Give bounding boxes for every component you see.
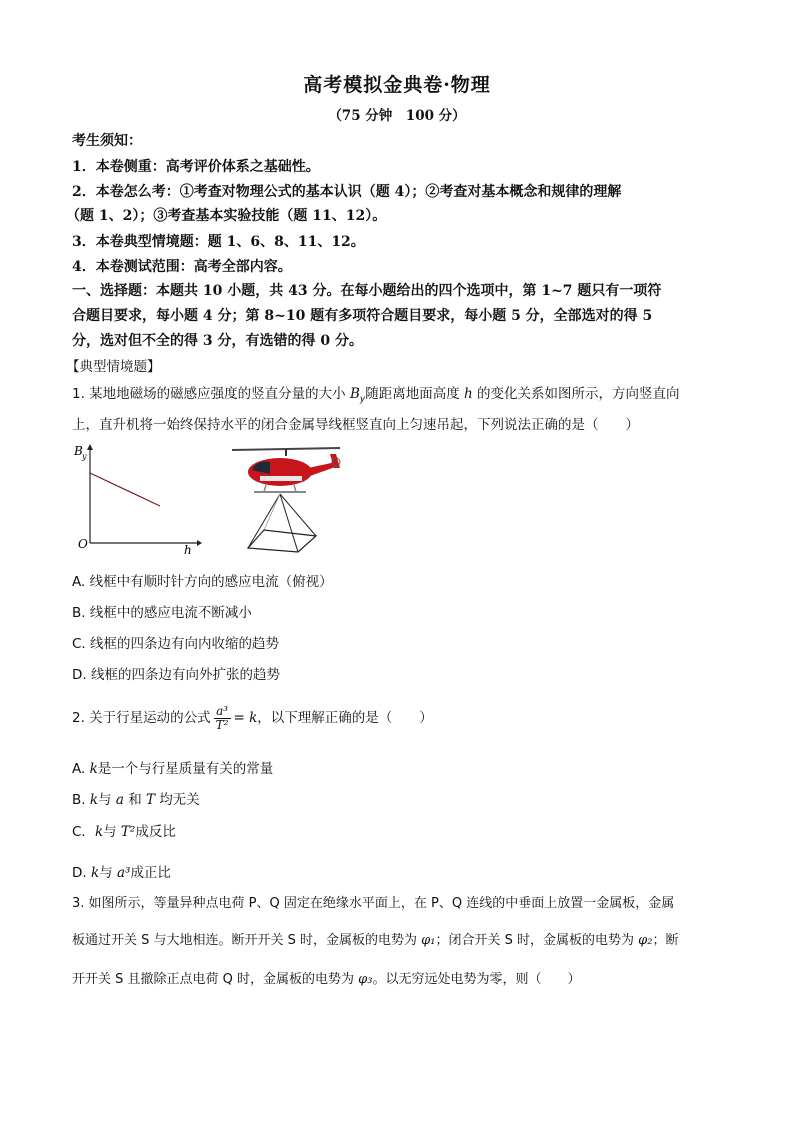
- notice-item-1: 1．本卷侧重：高考评价体系之基础性。: [72, 159, 320, 175]
- graph-y-arrow: [87, 444, 93, 450]
- q2-option-d-text-1: 与: [99, 865, 117, 881]
- q2-text-prefix: 2. 关于行星运动的公式: [72, 710, 211, 726]
- q1-stem-line-1: [72, 382, 732, 405]
- notice-heading: 考生须知：: [72, 133, 142, 149]
- helicopter-figure: [230, 442, 345, 557]
- q3-text-3b: 。以无穷远处电势为零，则（ ）: [372, 972, 581, 987]
- q3-text-2c: ；断: [652, 933, 679, 948]
- q3-stem-line-3: [72, 968, 732, 987]
- q2-option-a-letter: A.: [72, 761, 90, 777]
- notice-item-4: 4．本卷测试范围：高考全部内容。: [72, 259, 292, 275]
- q1-text-b: 随距离地面高度: [365, 386, 465, 402]
- q2-option-d: [72, 861, 171, 881]
- cable-back-right: [280, 494, 316, 536]
- graph-origin-label: O: [78, 537, 88, 551]
- q3-phi-2: φ₂: [638, 933, 653, 948]
- q3-text-3a: 开开关 S 且撤除正点电荷 Q 时，金属板的电势为: [72, 972, 359, 987]
- notice-item-2a: 2．本卷怎么考：①考查对物理公式的基本认识（题 4）；②考查对基本概念和规律的理解: [72, 184, 622, 200]
- section-instructions-line-1: 一、选择题：本题共 10 小题，共 43 分。在每小题给出的四个选项中，第 1~7 题只有一项符: [72, 283, 662, 299]
- q2-option-d-a3: a³: [116, 865, 131, 881]
- q3-phi-1: φ₁: [421, 933, 436, 948]
- graph-data-line: [90, 473, 160, 506]
- q2-option-c-text-1: 与: [103, 824, 121, 840]
- q2-option-b-a: a: [115, 792, 124, 808]
- cable-back-left: [264, 494, 280, 530]
- graph-x-arrow: [197, 540, 202, 546]
- q1-var-h: h: [464, 386, 473, 402]
- q2-option-b-letter: B.: [72, 792, 90, 808]
- q2-formula-fraction: [214, 705, 231, 732]
- q2-formula-numerator: a³: [214, 705, 231, 719]
- q2-option-a-text: 是一个与行星质量有关的常量: [97, 761, 274, 777]
- section-tag: 【典型情境题】: [66, 359, 161, 375]
- section-instructions-line-3: 分，选对但不全的得 3 分，有选错的得 0 分。: [72, 333, 363, 349]
- q2-option-b-t: T: [146, 792, 156, 808]
- q2-option-b: [72, 788, 200, 808]
- graph-x-label: h: [184, 543, 192, 557]
- q2-text-suffix: ，以下理解正确的是（ ）: [257, 710, 433, 726]
- q3-stem-line-1: 3. 如图所示，等量异种点电荷 P、Q 固定在绝缘水平面上，在 P、Q 连线的中垂面上放置一金属板，金属: [72, 896, 675, 911]
- cable-front-left: [248, 494, 280, 548]
- q1-option-b: B. 线框中的感应电流不断减小: [72, 605, 252, 621]
- helicopter-body: [248, 458, 312, 486]
- q2-option-b-k: k: [89, 792, 99, 808]
- q1-var-b: B: [349, 386, 360, 402]
- q2-option-c: [72, 820, 176, 840]
- graph-y-sub: y: [82, 452, 87, 461]
- q2-option-b-text-1: 与: [98, 792, 116, 808]
- notice-item-2b: （题 1、2）；③考查基本实验技能（题 11、12）。: [66, 208, 387, 224]
- page-title: 高考模拟金典卷·物理: [303, 74, 491, 96]
- q1-option-c: C. 线框的四条边有向内收缩的趋势: [72, 636, 280, 652]
- wire-frame: [248, 530, 316, 552]
- q2-formula-denominator: T²: [215, 717, 229, 732]
- notice-item-3: 3．本卷典型情境题：题 1、6、8、11、12。: [72, 234, 365, 250]
- graph-y-label: B: [74, 444, 83, 458]
- q2-option-b-text-3: 均无关: [155, 792, 200, 808]
- q2-option-d-text-2: 成正比: [130, 865, 171, 881]
- q2-option-c-t2: T²: [120, 824, 136, 840]
- q3-phi-3: φ₃: [358, 972, 373, 987]
- q2-option-b-text-2: 和: [123, 792, 146, 808]
- q2-stem: [72, 699, 732, 737]
- q3-stem-line-2: [72, 929, 732, 948]
- q1-option-d: D. 线框的四条边有向外扩张的趋势: [72, 667, 280, 683]
- q1-text-c: 的变化关系如图所示，方向竖直向: [472, 386, 680, 402]
- q3-text-2b: ；闭合开关 S 时，金属板的电势为: [435, 933, 639, 948]
- q2-option-c-text-2: 成反比: [135, 824, 176, 840]
- q2-option-a: [72, 757, 273, 777]
- q2-option-c-k: k: [94, 824, 104, 840]
- q1-text-a: 1. 某地地磁场的磁感应强度的竖直分量的大小: [72, 386, 350, 402]
- helicopter-stripe: [260, 476, 302, 481]
- q1-graph: [72, 440, 202, 558]
- q1-stem-line-2: 上，直升机将一始终保持水平的闭合金属导线框竖直向上匀速吊起，下列说法正确的是（ ）: [72, 417, 639, 433]
- q2-option-c-letter: C．: [72, 824, 95, 840]
- q1-option-a: A. 线框中有顺时针方向的感应电流（俯视）: [72, 574, 333, 590]
- q2-option-d-k: k: [90, 865, 100, 881]
- exam-duration-score: （75 分钟 100 分）: [328, 108, 466, 124]
- q2-option-d-letter: D.: [72, 865, 91, 881]
- cable-front-right: [280, 494, 298, 552]
- q2-option-a-k: k: [89, 761, 98, 777]
- section-instructions-line-2: 合题目要求，每小题 4 分；第 8~10 题有多项符合题目要求，每小题 5 分，全部选对的得 5: [72, 308, 653, 324]
- q3-text-2a: 板通过开关 S 与大地相连。断开开关 S 时，金属板的电势为: [72, 933, 422, 948]
- q1-var-b-sub: y: [359, 394, 366, 405]
- skid-strut-right: [294, 485, 296, 492]
- q2-formula-rhs: = k: [233, 710, 258, 726]
- skid-strut-left: [264, 485, 266, 492]
